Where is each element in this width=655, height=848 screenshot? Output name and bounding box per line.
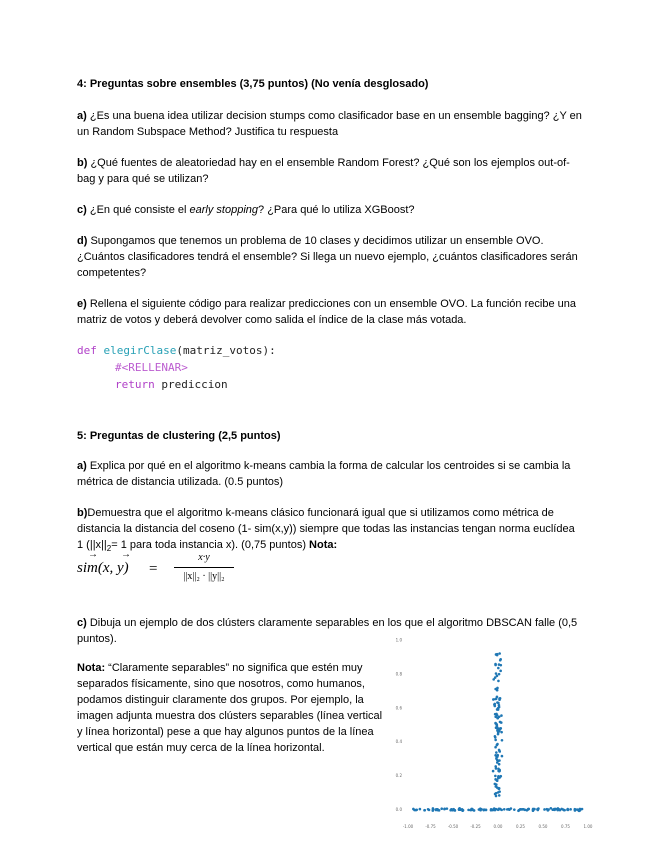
data-point-horizontal: [483, 808, 486, 811]
x-tick-label: -0.50: [447, 824, 459, 829]
y-tick-label: 0.2: [395, 773, 402, 779]
question-text: Rellena el siguiente código para realizar predicciones con un ensemble OVO. La función recibe una matriz de votos y deberá devolver como salida el índice de la clase más votada.: [77, 298, 576, 326]
data-point-vertical: [496, 717, 499, 720]
question-5b: [77, 505, 582, 557]
question-text-norm-rest: = 1 para toda instancia x). (0,75 puntos): [111, 539, 310, 551]
x-tick-label: 0.00: [493, 824, 503, 829]
data-point-horizontal: [431, 809, 434, 812]
y-tick-label: 0.4: [395, 739, 402, 745]
x-tick-label: -0.75: [425, 824, 436, 829]
question-text: Dibuja un ejemplo de dos clústers claramente separables en los que el algoritmo DBSCAN falle (0,5 puntos).: [77, 617, 578, 645]
data-point-vertical: [498, 770, 501, 773]
x-tick-label: -1.00: [402, 824, 414, 829]
data-point-horizontal: [503, 808, 506, 811]
data-point-horizontal: [513, 808, 516, 811]
data-point-vertical: [497, 667, 500, 670]
data-point-horizontal: [415, 809, 418, 812]
question-4a: [77, 108, 582, 140]
data-point-horizontal: [451, 808, 454, 811]
data-point-vertical: [499, 659, 502, 662]
norm-subscript: 2: [106, 544, 112, 554]
data-point-vertical: [499, 721, 502, 724]
data-point-horizontal: [536, 808, 539, 811]
code-comment: #<RELLENAR>: [115, 361, 188, 374]
question-text: Demuestra que el algoritmo k-means clásico funcionará igual que si utilizamos como métrica de distancia la distancia del coseno (1- sim(x,y)) siempre que todas las instancias tengan: [77, 507, 554, 535]
data-point-vertical: [498, 794, 501, 797]
question-label: d): [77, 235, 88, 247]
scatter-plot: [388, 636, 593, 832]
data-point-vertical: [496, 726, 499, 729]
question-label: a): [77, 460, 87, 472]
code-line-return: [77, 376, 276, 393]
data-point-horizontal: [434, 808, 437, 811]
y-tick-label: 0.0: [395, 807, 402, 813]
question-4c: [77, 202, 582, 218]
data-point-horizontal: [577, 809, 580, 812]
x-axis-ticks: [403, 824, 593, 829]
data-point-horizontal: [497, 808, 500, 811]
data-point-horizontal: [563, 809, 566, 812]
note-label: Nota:: [77, 662, 106, 674]
fraction-bar: [174, 567, 234, 568]
code-keyword: def: [77, 344, 97, 357]
x-tick-label: 0.50: [538, 824, 548, 829]
data-point-vertical: [494, 736, 497, 739]
scatter-points: [412, 652, 583, 812]
data-point-vertical: [499, 670, 502, 673]
data-point-horizontal: [490, 808, 493, 811]
code-return-value: prediccion: [154, 378, 228, 391]
data-point-horizontal: [569, 808, 572, 811]
question-label: c): [77, 617, 87, 629]
vector-arrow-icon: →: [121, 549, 131, 560]
data-point-horizontal: [471, 808, 474, 811]
question-4e: [77, 296, 582, 328]
data-point-horizontal: [519, 808, 522, 811]
data-point-vertical: [499, 727, 502, 730]
code-function-name: elegirClase: [103, 344, 177, 357]
data-point-vertical: [497, 731, 500, 734]
data-point-vertical: [494, 765, 497, 768]
section-5-title: 5: Preguntas de clustering (2,5 puntos): [77, 430, 281, 442]
code-line-comment: [77, 359, 276, 376]
data-point-vertical: [496, 653, 499, 656]
question-5a: [77, 458, 582, 490]
data-point-vertical: [496, 754, 499, 757]
data-point-horizontal: [467, 809, 470, 812]
data-point-vertical: [498, 704, 501, 707]
data-point-vertical: [498, 759, 501, 762]
data-point-vertical: [492, 698, 495, 701]
y-tick-label: 0.6: [395, 705, 402, 711]
question-4b: [77, 155, 582, 187]
y-tick-label: 1.0: [395, 637, 402, 643]
data-point-vertical: [497, 775, 500, 778]
data-point-vertical: [496, 675, 499, 678]
data-point-vertical: [497, 707, 500, 710]
question-4d: [77, 233, 582, 281]
formula-lhs: sim(x, y): [77, 560, 129, 576]
data-point-horizontal: [427, 808, 430, 811]
data-point-horizontal: [522, 808, 525, 811]
y-axis-ticks: [396, 638, 403, 813]
data-point-vertical: [495, 672, 498, 675]
data-point-horizontal: [480, 808, 483, 811]
question-text: Supongamos que tenemos un problema de 10 clases y decidimos utilizar un ensemble OVO. ¿Cuántos clasificadores tendrá el ensemble? Si llega un nuevo ejemplo, ¿cuántos clasificadores serán competentes?: [77, 235, 578, 279]
data-point-horizontal: [551, 808, 554, 811]
data-point-vertical: [495, 697, 498, 700]
data-point-vertical: [494, 783, 497, 786]
data-point-vertical: [495, 723, 498, 726]
question-text-norm: norma euclídea 1 (||x||: [77, 523, 575, 551]
note-paragraph: [77, 660, 389, 756]
data-point-vertical: [500, 731, 503, 734]
data-point-horizontal: [494, 809, 497, 812]
data-point-vertical: [495, 751, 498, 754]
formula-denominator: ||x||₂ · ||y||₂: [183, 571, 225, 582]
data-point-vertical: [494, 775, 497, 778]
x-tick-label: 1.00: [583, 824, 593, 829]
data-point-horizontal: [566, 808, 569, 811]
data-point-vertical: [498, 698, 501, 701]
x-tick-label: 0.75: [561, 824, 570, 829]
code-params: (matriz_votos):: [176, 344, 276, 357]
data-point-horizontal: [440, 807, 443, 810]
question-text: ? ¿Para qué lo utiliza XGBoost?: [258, 204, 415, 216]
data-point-vertical: [494, 793, 497, 796]
data-point-vertical: [494, 688, 497, 691]
data-point-horizontal: [527, 808, 530, 811]
data-point-vertical: [494, 664, 497, 667]
data-point-vertical: [498, 750, 501, 753]
x-tick-label: 0.25: [516, 824, 525, 829]
data-point-vertical: [496, 779, 499, 782]
data-point-vertical: [496, 701, 499, 704]
section-4-title: 4: Preguntas sobre ensembles (3,75 puntos) (No venía desglosado): [77, 78, 429, 90]
question-emphasis: early stopping: [189, 204, 259, 216]
question-label: e): [77, 298, 87, 310]
data-point-horizontal: [462, 809, 465, 812]
data-point-horizontal: [508, 808, 511, 811]
note-text: “Claramente separables” no significa que estén muy separados físicamente, sino que nosotros, como humanos, podamos distinguir claramente dos grupos. Por ejemplo, la imagen adjunta muestra dos clústers separables (línea vertical y línea horizontal) pese a que hay algunos puntos de la línea vertical que están muy cerca de la línea horizontal.: [77, 662, 383, 754]
data-point-vertical: [500, 714, 503, 717]
data-point-horizontal: [443, 808, 446, 811]
data-point-vertical: [498, 663, 501, 666]
data-point-horizontal: [532, 808, 535, 811]
data-point-horizontal: [423, 809, 426, 812]
x-tick-label: -0.25: [470, 824, 481, 829]
data-point-horizontal: [556, 809, 559, 812]
data-point-horizontal: [446, 807, 449, 810]
data-point-horizontal: [438, 809, 441, 812]
data-point-horizontal: [419, 808, 422, 811]
data-point-vertical: [501, 739, 504, 742]
data-point-vertical: [497, 680, 500, 683]
data-point-horizontal: [547, 809, 550, 812]
formula-equals: =: [149, 561, 158, 577]
data-point-horizontal: [543, 808, 546, 811]
data-point-vertical: [492, 770, 495, 773]
question-label: b): [77, 157, 88, 169]
question-label: c): [77, 204, 87, 216]
y-tick-label: 0.8: [395, 671, 402, 677]
data-point-vertical: [494, 739, 497, 742]
data-point-vertical: [493, 703, 496, 706]
data-point-vertical: [496, 761, 499, 764]
question-text: Explica por qué en el algoritmo k-means cambia la forma de calcular los centroides si se cambia la métrica de distancia utilizada. (0.5 puntos): [77, 460, 571, 488]
data-point-vertical: [496, 744, 499, 747]
data-point-vertical: [496, 786, 499, 789]
code-line-def: [77, 342, 276, 359]
data-point-vertical: [495, 713, 498, 716]
data-point-horizontal: [453, 809, 456, 812]
data-point-vertical: [498, 652, 501, 655]
data-point-vertical: [495, 757, 498, 760]
code-keyword: return: [115, 378, 155, 391]
question-text: ¿Qué fuentes de aleatoriedad hay en el ensemble Random Forest? ¿Qué son los ejemplos out-of-bag y para qué se utilizan?: [77, 157, 570, 185]
question-text: ¿En qué consiste el: [89, 204, 190, 216]
data-point-vertical: [498, 673, 501, 676]
question-text: ¿Es una buena idea utilizar decision stumps como clasificador base en un ensemble bagging? ¿Y en un Random Subspace Method? Justifica tu respuesta: [77, 110, 582, 138]
data-point-vertical: [498, 790, 501, 793]
question-label: a): [77, 110, 87, 122]
data-point-vertical: [501, 755, 504, 758]
question-label: b): [77, 507, 88, 519]
vector-arrow-icon: →: [88, 549, 98, 560]
nota-label: Nota:: [309, 539, 338, 551]
code-block: [77, 342, 276, 393]
data-point-vertical: [499, 775, 502, 778]
formula-numerator: x·y: [198, 552, 210, 563]
data-point-horizontal: [458, 808, 461, 811]
